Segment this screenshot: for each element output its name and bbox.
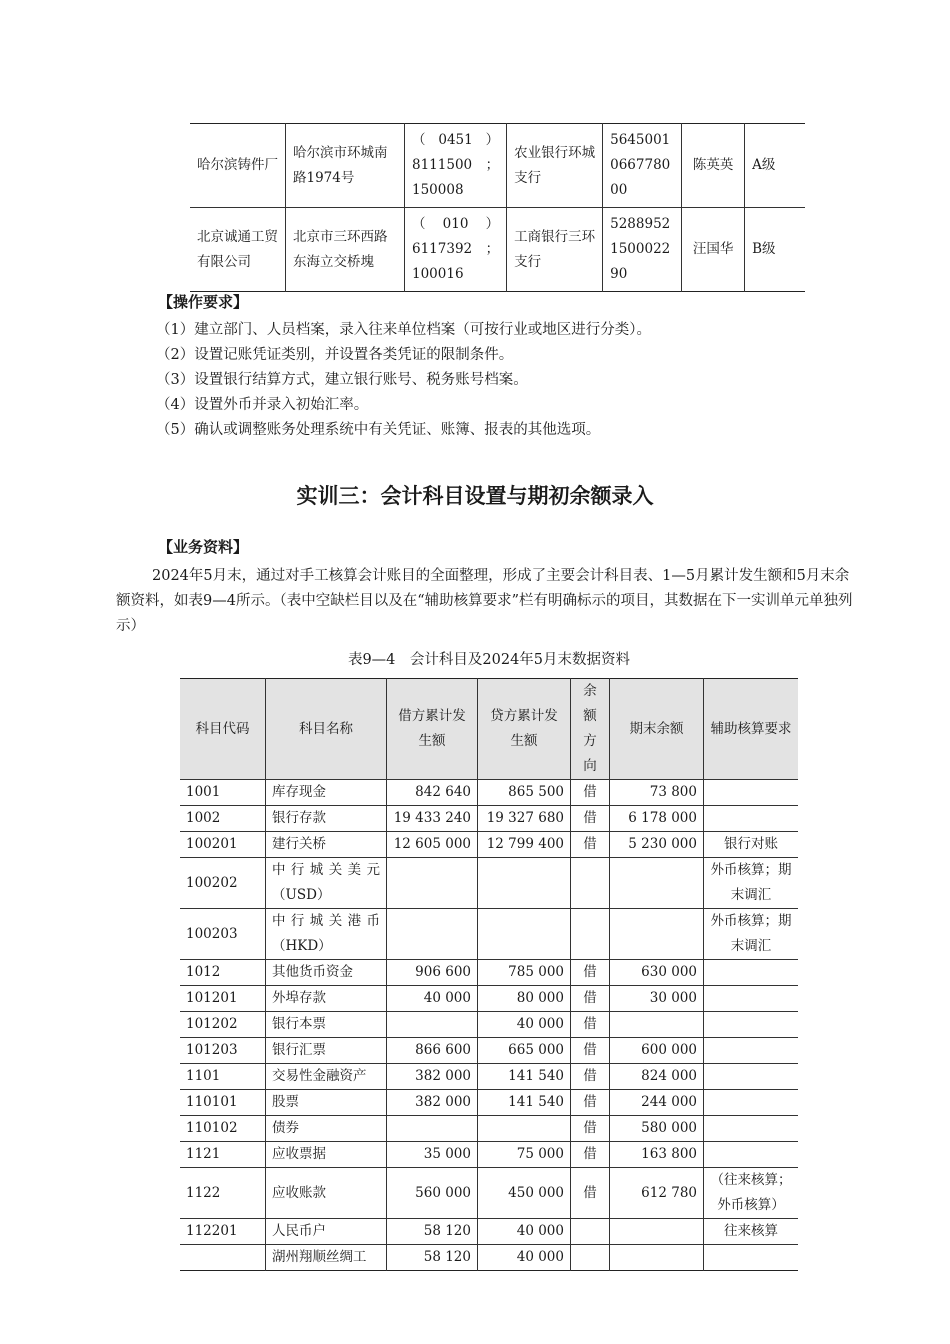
table-row [180, 1038, 798, 1064]
cell-credit: 665 000 [478, 1038, 571, 1064]
cell-debit [387, 858, 478, 909]
header-aux: 辅助核算要求 [704, 679, 799, 780]
table-row [180, 780, 798, 806]
unit-title: 实训三：会计科目设置与期初余额录入 [296, 484, 654, 508]
cell-credit: 450 000 [478, 1168, 571, 1219]
cell-balance [610, 1219, 704, 1245]
business-heading: 【业务资料】 [158, 538, 249, 556]
supplier-bank: 农业银行环城支行 [507, 124, 603, 208]
cell-debit: 35 000 [387, 1142, 478, 1168]
cell-balance [610, 1245, 704, 1271]
cell-name: 中行城关美元（USD） [266, 858, 387, 909]
cell-aux [704, 1142, 799, 1168]
supplier-phone-postcode: （010）6117392 ；100016 [405, 208, 507, 292]
table-row [180, 858, 798, 909]
cell-direction: 借 [571, 832, 610, 858]
cell-debit: 12 605 000 [387, 832, 478, 858]
cell-direction: 借 [571, 986, 610, 1012]
cell-code: 1001 [180, 780, 266, 806]
cell-debit [387, 1116, 478, 1142]
cell-code [180, 1245, 266, 1271]
cell-name: 湖州翔顺丝绸工 [266, 1245, 387, 1271]
cell-debit: 19 433 240 [387, 806, 478, 832]
cell-credit: 80 000 [478, 986, 571, 1012]
cell-balance: 5 230 000 [610, 832, 704, 858]
table-row [180, 1142, 798, 1168]
supplier-account: 5288952150002290 [603, 208, 682, 292]
cell-debit: 58 120 [387, 1245, 478, 1271]
table-header-row [180, 679, 798, 780]
header-direction: 余额方向 [571, 679, 610, 780]
table-row [180, 960, 798, 986]
cell-name: 债券 [266, 1116, 387, 1142]
cell-debit: 866 600 [387, 1038, 478, 1064]
cell-balance: 163 800 [610, 1142, 704, 1168]
supplier-name: 北京诚通工贸有限公司 [197, 228, 278, 270]
supplier-grade: B级 [745, 208, 806, 292]
cell-credit: 40 000 [478, 1012, 571, 1038]
cell-aux [704, 1064, 799, 1090]
cell-credit: 19 327 680 [478, 806, 571, 832]
cell-debit: 382 000 [387, 1064, 478, 1090]
cell-code: 1121 [180, 1142, 266, 1168]
cell-direction: 借 [571, 1038, 610, 1064]
supplier-address: 北京市三环西路东海立交桥塊 [286, 208, 405, 292]
cell-debit: 382 000 [387, 1090, 478, 1116]
cell-name: 应收票据 [266, 1142, 387, 1168]
cell-credit: 141 540 [478, 1090, 571, 1116]
cell-code: 100203 [180, 909, 266, 960]
business-paragraph: 2024年5月末，通过对手工核算会计账目的全面整理，形成了主要会计科目表、1—5月累计发生额和5月末余额资料，如表9—4所示。（表中空缺栏目以及在“辅助核算要求”栏有明确标示的项目，其数据在下一实训单元单独列示） [116, 568, 853, 634]
supplier-name: 哈尔滨铸件厂 [190, 124, 286, 208]
cell-aux [704, 960, 799, 986]
table-row [180, 1168, 798, 1219]
cell-balance: 30 000 [610, 986, 704, 1012]
cell-credit: 785 000 [478, 960, 571, 986]
table-row [180, 909, 798, 960]
cell-code: 110102 [180, 1116, 266, 1142]
cell-aux: 外币核算；期末调汇 [704, 858, 799, 909]
table-row [190, 124, 805, 208]
cell-direction: 借 [571, 806, 610, 832]
cell-direction: 借 [571, 780, 610, 806]
supplier-account: 5645001066778000 [603, 124, 682, 208]
table-row [180, 986, 798, 1012]
cell-direction: 借 [571, 1142, 610, 1168]
cell-code: 101201 [180, 986, 266, 1012]
cell-credit: 141 540 [478, 1064, 571, 1090]
cell-aux [704, 986, 799, 1012]
cell-direction: 借 [571, 1168, 610, 1219]
cell-name: 中行城关港币（HKD） [266, 909, 387, 960]
cell-balance [610, 909, 704, 960]
cell-debit [387, 1012, 478, 1038]
cell-code: 1101 [180, 1064, 266, 1090]
cell-balance [610, 858, 704, 909]
cell-direction: 借 [571, 960, 610, 986]
table-row [180, 832, 798, 858]
cell-direction [571, 1245, 610, 1271]
cell-code: 1002 [180, 806, 266, 832]
cell-name: 股票 [266, 1090, 387, 1116]
accounts-table [180, 678, 798, 1271]
header-credit: 贷方累计发生额 [478, 679, 571, 780]
cell-aux [704, 1116, 799, 1142]
cell-code: 1122 [180, 1168, 266, 1219]
cell-credit: 40 000 [478, 1245, 571, 1271]
cell-name: 其他货币资金 [266, 960, 387, 986]
cell-aux [704, 1012, 799, 1038]
cell-aux [704, 806, 799, 832]
table-row [180, 1064, 798, 1090]
header-name: 科目名称 [266, 679, 387, 780]
cell-credit [478, 909, 571, 960]
cell-direction [571, 1219, 610, 1245]
list-item: （5）确认或调整账务处理系统中有关凭证、账簿、报表的其他选项。 [156, 422, 601, 438]
cell-aux [704, 1090, 799, 1116]
list-item: （1）建立部门、人员档案，录入往来单位档案（可按行业或地区进行分类）。 [156, 322, 651, 338]
cell-name: 银行存款 [266, 806, 387, 832]
table-row [180, 1245, 798, 1271]
cell-code: 101203 [180, 1038, 266, 1064]
table-row [180, 1116, 798, 1142]
cell-debit: 906 600 [387, 960, 478, 986]
cell-debit: 58 120 [387, 1219, 478, 1245]
cell-code: 100202 [180, 858, 266, 909]
cell-balance: 73 800 [610, 780, 704, 806]
cell-name: 银行汇票 [266, 1038, 387, 1064]
list-item: （3）设置银行结算方式，建立银行账号、税务账号档案。 [156, 372, 528, 388]
table-row [180, 806, 798, 832]
cell-code: 112201 [180, 1219, 266, 1245]
supplier-phone-postcode: （0451）8111500 ；150008 [405, 124, 507, 208]
header-debit: 借方累计发生额 [387, 679, 478, 780]
supplier-contact: 陈英英 [682, 124, 745, 208]
cell-aux [704, 1038, 799, 1064]
cell-direction: 借 [571, 1090, 610, 1116]
cell-balance: 244 000 [610, 1090, 704, 1116]
supplier-table [190, 123, 805, 292]
cell-name: 交易性金融资产 [266, 1064, 387, 1090]
cell-credit: 12 799 400 [478, 832, 571, 858]
cell-name: 外埠存款 [266, 986, 387, 1012]
cell-direction [571, 858, 610, 909]
cell-aux: 往来核算 [704, 1219, 799, 1245]
cell-balance [610, 1012, 704, 1038]
cell-credit: 75 000 [478, 1142, 571, 1168]
cell-balance: 630 000 [610, 960, 704, 986]
supplier-grade: A级 [745, 124, 806, 208]
cell-balance: 612 780 [610, 1168, 704, 1219]
cell-aux [704, 1245, 799, 1271]
cell-code: 101202 [180, 1012, 266, 1038]
table-row [180, 1012, 798, 1038]
list-item: （2）设置记账凭证类别，并设置各类凭证的限制条件。 [156, 347, 514, 363]
cell-code: 1012 [180, 960, 266, 986]
cell-code: 100201 [180, 832, 266, 858]
cell-credit: 865 500 [478, 780, 571, 806]
accounts-table-body [180, 780, 798, 1271]
table-caption: 表9—4 会计科目及2024年5月末数据资料 [347, 652, 631, 668]
supplier-bank: 工商银行三环支行 [507, 208, 603, 292]
cell-balance: 600 000 [610, 1038, 704, 1064]
table-row [180, 1219, 798, 1245]
cell-aux: 外币核算；期末调汇 [704, 909, 799, 960]
supplier-contact: 汪国华 [682, 208, 745, 292]
list-item: （4）设置外币并录入初始汇率。 [156, 397, 369, 413]
supplier-address: 哈尔滨市环城南路1974号 [286, 124, 405, 208]
cell-name: 库存现金 [266, 780, 387, 806]
table-row [190, 208, 805, 292]
cell-credit [478, 858, 571, 909]
ops-heading: 【操作要求】 [158, 293, 249, 311]
cell-name: 人民币户 [266, 1219, 387, 1245]
cell-debit: 842 640 [387, 780, 478, 806]
ops-list [156, 318, 651, 443]
cell-balance: 824 000 [610, 1064, 704, 1090]
header-code: 科目代码 [180, 679, 266, 780]
cell-name: 建行关桥 [266, 832, 387, 858]
cell-code: 110101 [180, 1090, 266, 1116]
cell-aux [704, 780, 799, 806]
cell-credit: 40 000 [478, 1219, 571, 1245]
cell-direction: 借 [571, 1064, 610, 1090]
cell-balance: 580 000 [610, 1116, 704, 1142]
cell-direction [571, 909, 610, 960]
header-balance: 期末余额 [610, 679, 704, 780]
cell-credit [478, 1116, 571, 1142]
cell-debit: 560 000 [387, 1168, 478, 1219]
cell-aux: 银行对账 [704, 832, 799, 858]
cell-debit [387, 909, 478, 960]
cell-aux: （往来核算；外币核算） [704, 1168, 799, 1219]
cell-balance: 6 178 000 [610, 806, 704, 832]
cell-direction: 借 [571, 1116, 610, 1142]
cell-name: 应收账款 [266, 1168, 387, 1219]
table-row [180, 1090, 798, 1116]
cell-debit: 40 000 [387, 986, 478, 1012]
cell-name: 银行本票 [266, 1012, 387, 1038]
cell-direction: 借 [571, 1012, 610, 1038]
